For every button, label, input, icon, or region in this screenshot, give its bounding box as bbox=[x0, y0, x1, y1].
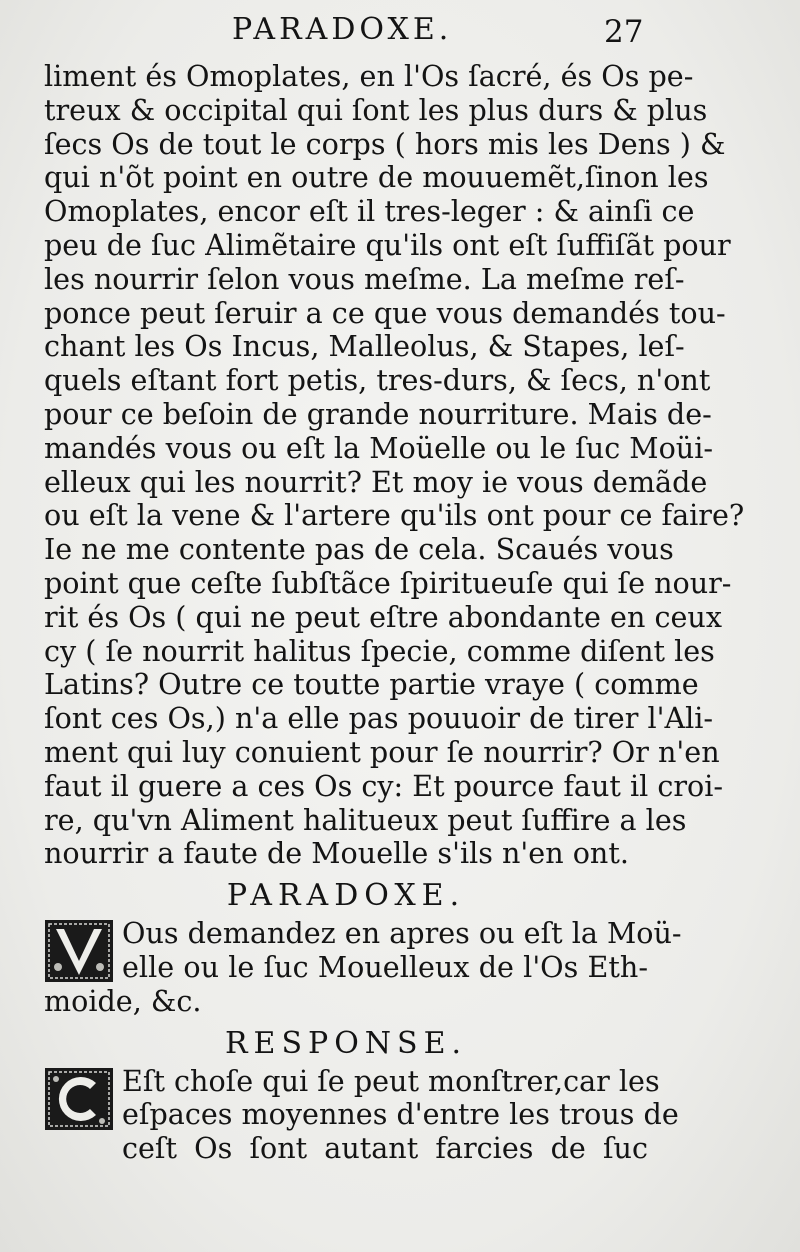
text-line: Latins? Outre ce toutte partie vraye ( comme bbox=[44, 667, 699, 702]
text-line: pour ce beſoin de grande nourriture. Mais de- bbox=[44, 396, 712, 431]
text-line: Ous demandez en apres ou eſt la Moü- bbox=[122, 916, 682, 951]
paragraph-3 bbox=[44, 1063, 679, 1166]
text-line: re, qu'vn Aliment halitueux peut ſuffire a les bbox=[44, 802, 687, 837]
ornamental-initial-c bbox=[44, 1067, 114, 1131]
text-line: ſecs Os de tout le corps ( hors mis les Dens ) & bbox=[44, 126, 726, 161]
text-line: chant les Os Incus, Malleolus, & Stapes, leſ- bbox=[44, 329, 685, 364]
text-line: qui n'õt point en outre de mouuemẽt,ſinon les bbox=[44, 160, 709, 195]
text-block bbox=[44, 59, 745, 1166]
text-line: liment és Omoplates, en l'Os ſacré, és Os pe- bbox=[44, 59, 694, 93]
running-head: PARADOXE. bbox=[232, 12, 453, 47]
section-heading: PARADOXE. bbox=[226, 878, 466, 914]
text-line: cy ( ſe nourrit halitus ſpecie, comme diſent les bbox=[44, 633, 715, 668]
page-number: 27 bbox=[604, 14, 644, 50]
text-line: rit és Os ( qui ne peut eſtre abondante en ceux bbox=[44, 599, 722, 634]
section-heading: RESPONSE. bbox=[224, 1025, 468, 1061]
text-line: elle ou le ſuc Mouelleux de l'Os Eth- bbox=[122, 949, 648, 984]
text-line: peu de ſuc Alimẽtaire qu'ils ont eſt ſuffiſãt pour bbox=[44, 227, 731, 262]
text-line: ceſt Os ſont autant farcies de ſuc bbox=[122, 1131, 648, 1166]
text-line: Ie ne me contente pas de cela. Scaués vous bbox=[44, 532, 674, 567]
text-line: Eſt choſe qui ſe peut monſtrer,car les bbox=[122, 1063, 660, 1098]
text-line: ponce peut ſeruir a ce que vous demandés tou- bbox=[44, 295, 726, 330]
text-line: quels eſtant fort petis, tres-durs, & ſecs, n'ont bbox=[44, 363, 711, 398]
text-line: elleux qui les nourrit? Et moy ie vous demãde bbox=[44, 464, 708, 499]
ornamental-initial-v bbox=[44, 919, 114, 983]
text-line: Omoplates, encor eſt il tres-leger : & ainſi ce bbox=[44, 194, 695, 229]
text-line: eſpaces moyennes d'entre les trous de bbox=[122, 1097, 679, 1132]
text-line: ment qui luy conuient pour ſe nourrir? Or n'en bbox=[44, 734, 720, 769]
text-line: ſont ces Os,) n'a elle pas pouuoir de tirer l'Ali- bbox=[44, 701, 714, 736]
text-line: treux & occipital qui ſont les plus durs & plus bbox=[44, 92, 708, 127]
text-line: nourrir a faute de Mouelle s'ils n'en ont. bbox=[44, 836, 629, 871]
text-line: moide, &c. bbox=[44, 983, 202, 1018]
text-line: faut il guere a ces Os cy: Et pource faut il croi- bbox=[44, 768, 724, 803]
text-line: point que ceſte ſubſtãce ſpiritueuſe qui ſe nour- bbox=[44, 565, 732, 600]
text-line: les nourrir ſelon vous meſme. La meſme reſ- bbox=[44, 261, 685, 296]
paragraph-2 bbox=[44, 916, 682, 1018]
text-line: mandés vous ou eſt la Moüelle ou le ſuc Moüi- bbox=[44, 430, 714, 465]
text-line: ou eſt la vene & l'artere qu'ils ont pour ce faire? bbox=[44, 498, 745, 533]
paragraph-1 bbox=[44, 59, 745, 871]
